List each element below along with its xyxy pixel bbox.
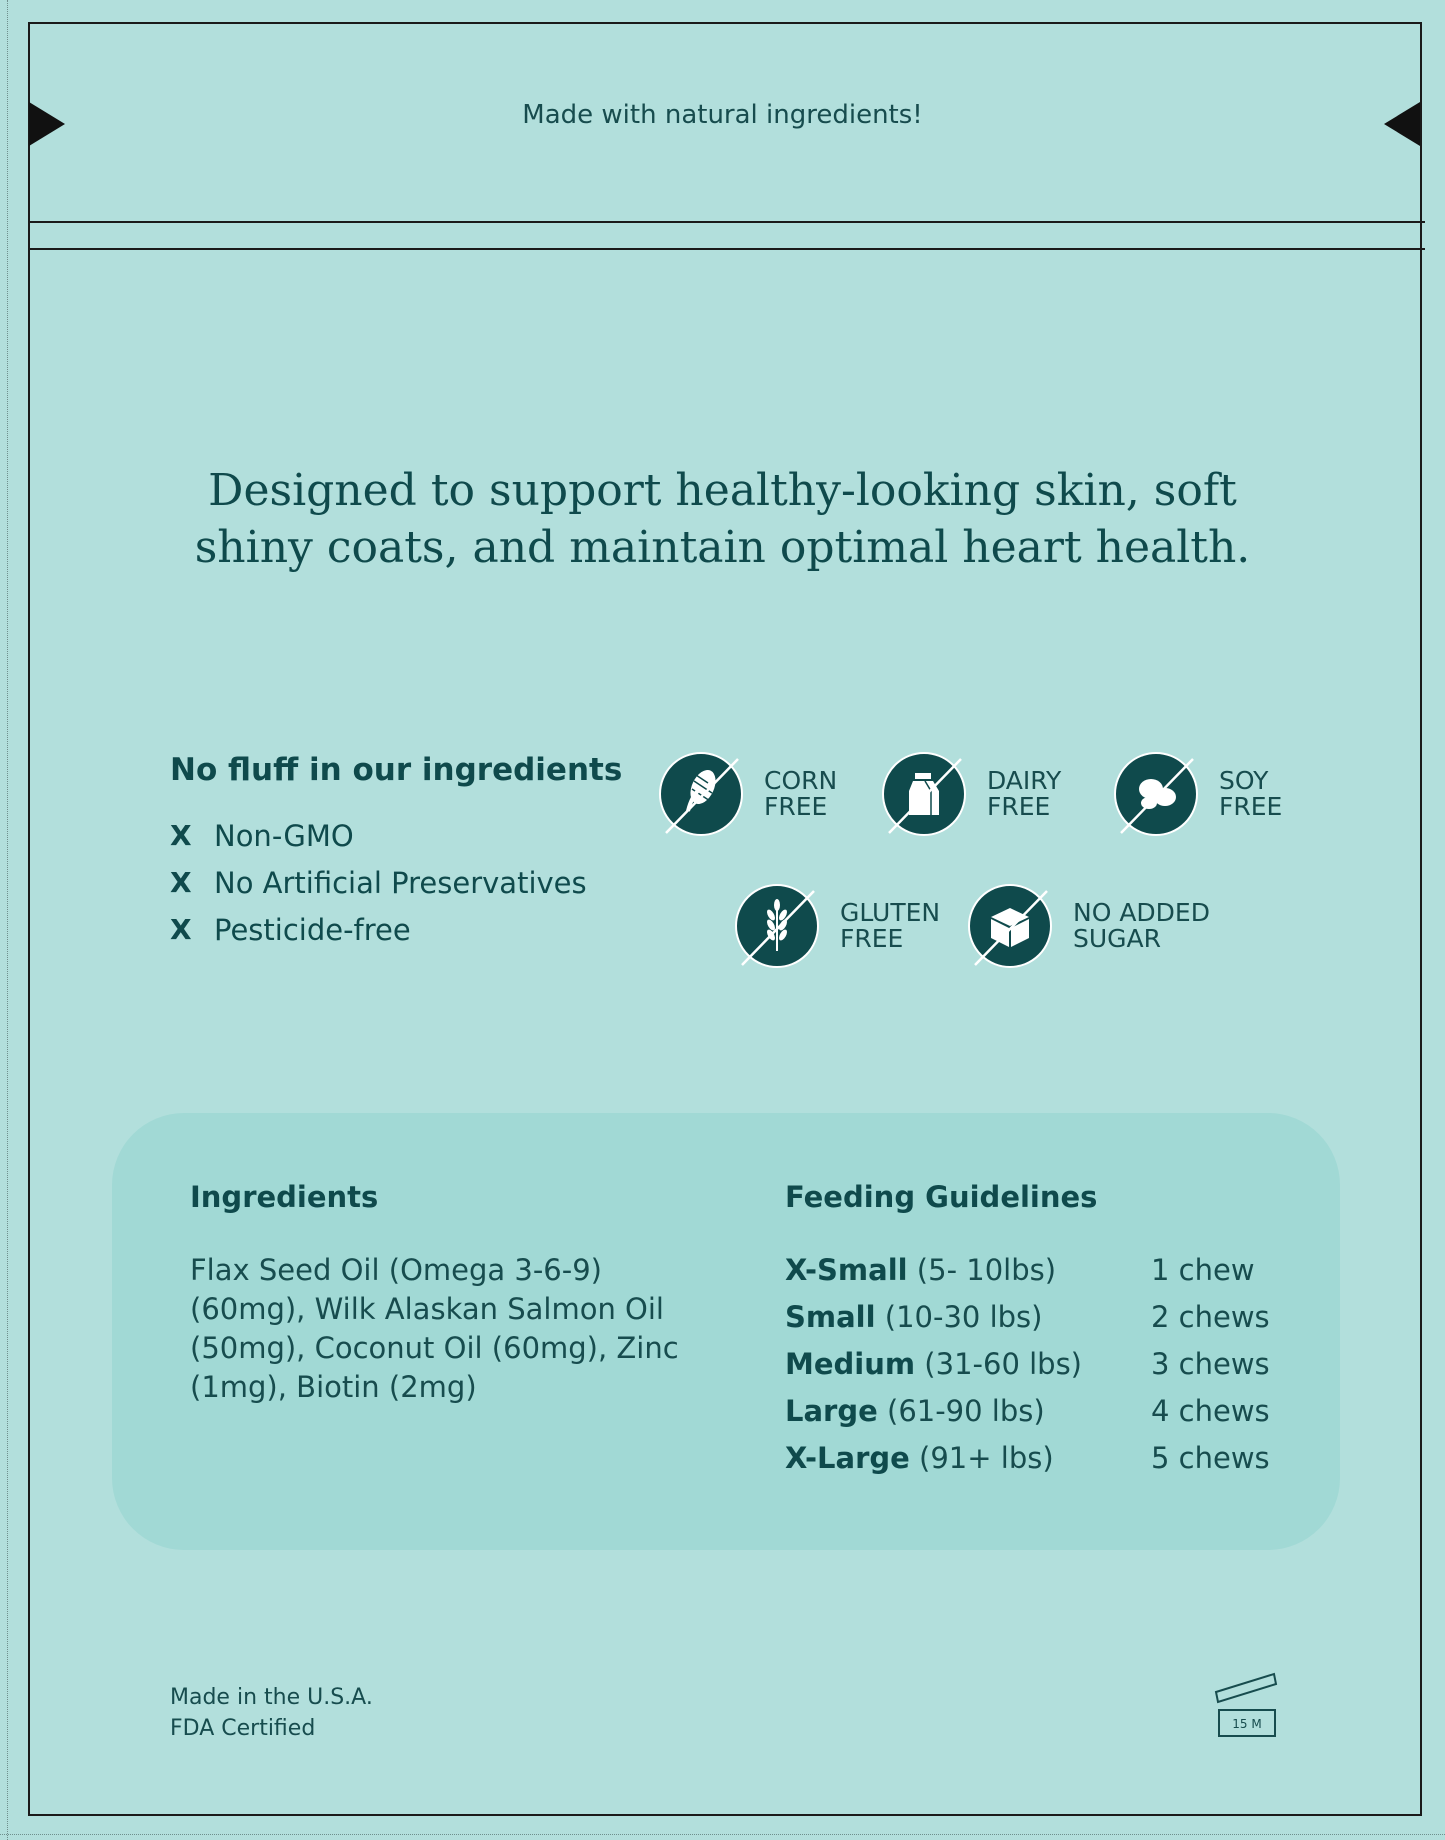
fluff-item-label: Pesticide-free [214, 912, 411, 947]
feeding-amount: 1 chew [1151, 1253, 1255, 1287]
shelf-life-label: 15 M [1232, 1717, 1262, 1731]
made-in-usa: Made in the U.S.A. [170, 1685, 373, 1710]
feeding-row [785, 1347, 1285, 1381]
corn-icon [658, 751, 744, 837]
badge-gluten-free [734, 883, 940, 969]
feeding-weight: (10-30 lbs) [875, 1300, 1043, 1334]
open-jar-icon [1212, 1670, 1278, 1738]
badge-soy-free [1113, 751, 1282, 837]
x-mark: X [170, 866, 192, 899]
feeding-row [785, 1253, 1285, 1287]
fluff-item-label: No Artificial Preservatives [214, 865, 587, 900]
fluff-item [170, 812, 587, 859]
x-mark: X [170, 819, 192, 852]
badge-label: NO ADDED SUGAR [1073, 898, 1210, 953]
badge-dairy-free [881, 751, 1061, 837]
feeding-weight: (31-60 lbs) [915, 1347, 1082, 1381]
fluff-item-label: Non-GMO [214, 818, 354, 853]
page-edge-left [0, 0, 8, 1840]
badge-no-added-sugar [967, 883, 1210, 969]
soybean-icon [1113, 751, 1199, 837]
ingredients-text: Flax Seed Oil (Omega 3-6-9) (60mg), Wilk Alaskan Salmon Oil (50mg), Coconut Oil (60mg), Zinc (1mg), Biotin (2mg) [190, 1253, 679, 1404]
top-tagline: Made with natural ingredients! [522, 100, 923, 130]
feeding-size: Medium [785, 1347, 916, 1381]
feeding-amount: 2 chews [1151, 1300, 1270, 1334]
x-mark: X [170, 913, 192, 946]
page-edge-bottom [0, 1834, 1445, 1840]
sugar-cube-icon [967, 883, 1053, 969]
badge-label: CORN FREE [764, 766, 838, 821]
headline [180, 462, 1265, 576]
seal-line-top [28, 221, 1425, 223]
feeding-row [785, 1394, 1285, 1428]
feeding-size: X-Large [785, 1441, 910, 1475]
feeding-weight: (5- 10lbs) [907, 1253, 1057, 1287]
footer-info [170, 1682, 373, 1744]
feeding-size: X-Small [785, 1253, 908, 1287]
wheat-icon [734, 883, 820, 969]
badge-corn-free [658, 751, 837, 837]
fluff-item [170, 906, 587, 953]
feeding-size: Small [785, 1300, 876, 1334]
feeding-size: Large [785, 1394, 878, 1428]
badge-label: SOY FREE [1219, 766, 1283, 821]
feeding-row [785, 1441, 1285, 1475]
feeding-title: Feeding Guidelines [785, 1180, 1098, 1214]
fluff-item [170, 859, 587, 906]
ingredients-title: Ingredients [190, 1180, 379, 1214]
seal-line-bottom [28, 248, 1425, 250]
badge-label: GLUTEN FREE [840, 898, 941, 953]
feeding-amount: 5 chews [1151, 1441, 1270, 1475]
fluff-list [170, 812, 587, 953]
feeding-row [785, 1300, 1285, 1334]
feeding-weight: (91+ lbs) [909, 1441, 1054, 1475]
feeding-amount: 4 chews [1151, 1394, 1270, 1428]
headline-line-2: shiny coats, and maintain optimal heart health. [194, 522, 1251, 573]
fda-certified: FDA Certified [170, 1716, 316, 1741]
headline-line-1: Designed to support healthy-looking skin, soft [208, 465, 1237, 516]
feeding-amount: 3 chews [1151, 1347, 1270, 1381]
feeding-weight: (61-90 lbs) [877, 1394, 1045, 1428]
milk-carton-icon [881, 751, 967, 837]
badge-label: DAIRY FREE [987, 766, 1062, 821]
fluff-title: No fluff in our ingredients [170, 752, 623, 788]
